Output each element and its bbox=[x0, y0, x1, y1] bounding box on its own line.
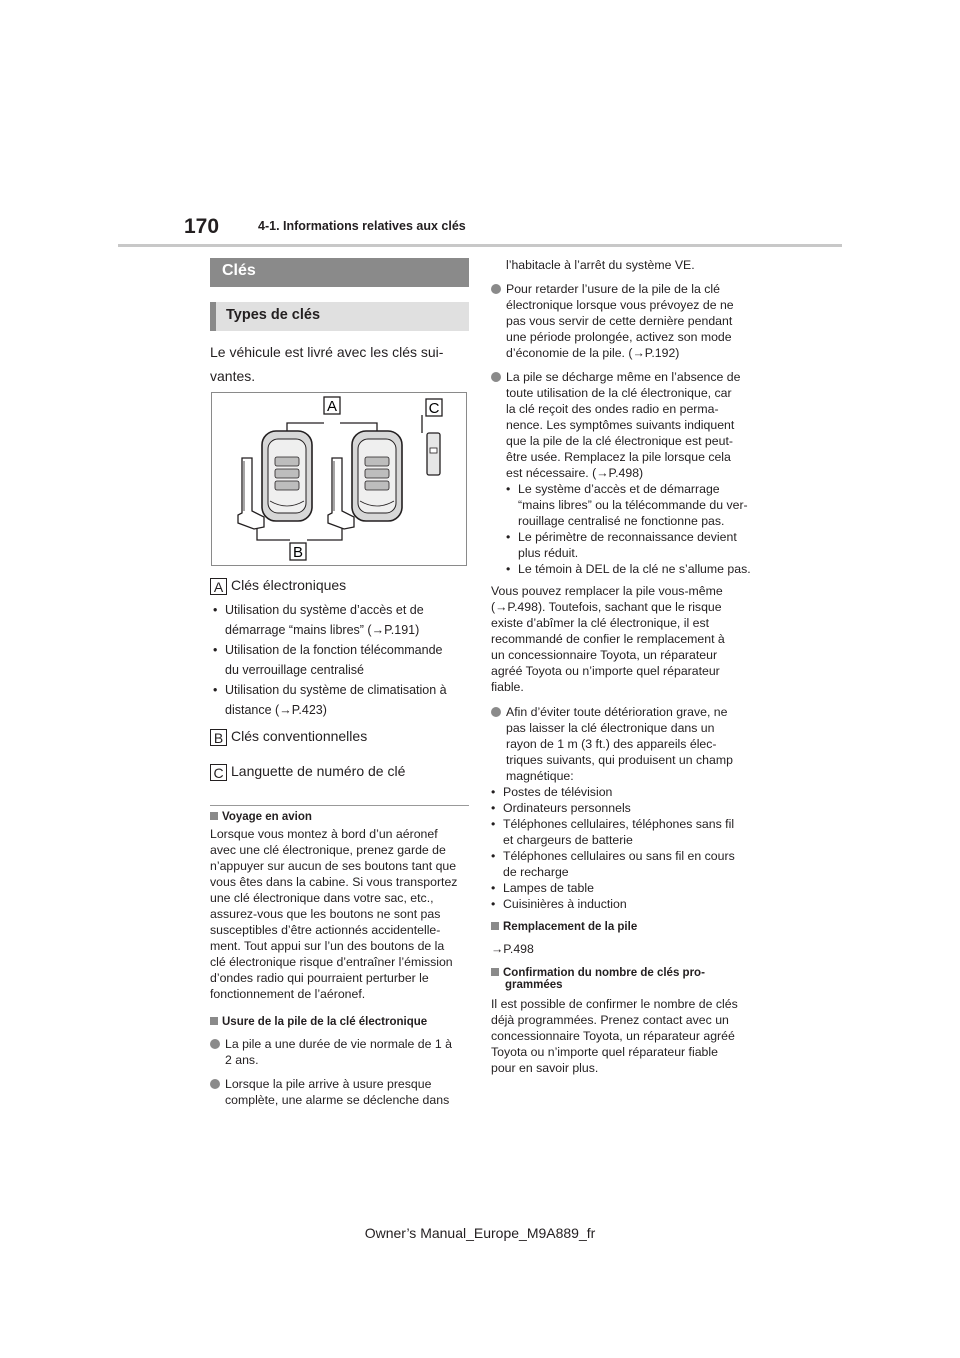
round-bullet-icon bbox=[210, 1079, 220, 1089]
replace-text: Vous pouvez remplacer la pile vous-même (→P.498). Toutefois, sachant que le risque existe d’abîmer la clé électronique, il est recommandé de confier le remplacement à un concessionnaire Toyota, un réparateur agréé Toyota ou n’importe quel réparateur fiable. bbox=[491, 584, 725, 694]
list-item: • Cuisinières à induction bbox=[491, 897, 627, 911]
usure-item-1: La pile a une durée de vie normale de 1 à 2 ans. bbox=[210, 1036, 472, 1068]
legend-text-a: Clés électroniques bbox=[231, 577, 347, 593]
square-bullet-icon bbox=[210, 1017, 218, 1025]
right-column bbox=[491, 257, 756, 1076]
confirmation-text: Il est possible de confirmer le nombre de clés déjà programmées. Prenez contact avec un concessionnaire Toyota, un réparateur agréé Toyota ou n’importe quel réparateur fiable pour en savoir plus. bbox=[491, 997, 738, 1075]
avion-text: Lorsque vous montez à bord d’un aéronef avec une clé électronique, prenez garde de n’appuyer sur aucun de ses boutons tant que vous êtes dans la cabine. Si vous transportez une clé électronique dans votre sac, etc., assurez-vous que les boutons ne sont pas susceptibles d’être actionnés accidentelle- ment. Tout appui sur l’un des boutons de la clé électronique risque d’entraîner l’émission d’ondes radio qui pourraient perturber le fonctionnement de l’aéronef. bbox=[210, 827, 458, 1001]
legend-letter-b: B bbox=[210, 729, 227, 746]
round-bullet-icon bbox=[491, 707, 501, 717]
figure-label-a: A bbox=[326, 398, 338, 415]
legend-item-c bbox=[210, 763, 405, 781]
eviter-devices bbox=[491, 784, 756, 912]
figure-label-b: B bbox=[292, 544, 304, 561]
list-item: • Utilisation du système d’accès et de démarrage “mains libres” (→P.191) bbox=[213, 603, 424, 637]
round-bullet-icon bbox=[491, 284, 501, 294]
retarder-item: Pour retarder l’usure de la pile de la clé électronique lorsque vous prévoyez de ne pas vous servir de cette dernière pendant une période prolongée, activez son mode d’économie de la pile. (→P.192) bbox=[491, 281, 756, 361]
section-divider bbox=[210, 805, 469, 806]
list-item: • Utilisation de la fonction télécommande du verrouillage centralisé bbox=[213, 643, 443, 677]
list-item: • Le périmètre de reconnaissance devient plus réduit. bbox=[506, 530, 737, 560]
legend-item-b bbox=[210, 728, 367, 746]
legend-item-a bbox=[210, 577, 346, 595]
usure-item-2: Lorsque la pile arrive à usure presque complète, une alarme se déclenche dans bbox=[210, 1076, 472, 1108]
confirmation-title: Confirmation du nombre de clés pro- grammées bbox=[491, 967, 756, 991]
decharge-symptoms bbox=[491, 481, 756, 577]
list-item: • Lampes de table bbox=[491, 881, 594, 895]
list-item: • Le témoin à DEL de la clé ne s’allume pas. bbox=[506, 562, 751, 576]
usure-title: Usure de la pile de la clé électronique bbox=[210, 1016, 472, 1028]
legend-letter-a: A bbox=[210, 578, 227, 595]
square-bullet-icon bbox=[491, 922, 499, 930]
remplacement-ref[interactable]: →P.498 bbox=[491, 942, 534, 956]
usure-section bbox=[210, 1016, 472, 1108]
electronic-key-left-drawing bbox=[238, 431, 312, 529]
list-item: • Le système d’accès et de démarrage “mains libres” ou la télécommande du ver- rouillage centralisé ne fonctionne pas. bbox=[506, 482, 748, 528]
electronic-key-right-drawing bbox=[328, 431, 402, 529]
figure-label-c: C bbox=[428, 400, 440, 417]
square-bullet-icon bbox=[491, 968, 499, 976]
list-item: • Téléphones cellulaires ou sans fil en cours de recharge bbox=[491, 849, 735, 879]
header-rule bbox=[118, 244, 842, 247]
legend-letter-c: C bbox=[210, 764, 227, 781]
legend-text-c: Languette de numéro de clé bbox=[231, 763, 406, 779]
round-bullet-icon bbox=[210, 1039, 220, 1049]
keys-illustration bbox=[211, 392, 467, 566]
intro-text: Le véhicule est livré avec les clés sui- vantes. bbox=[210, 344, 444, 384]
page-number: 170 bbox=[184, 215, 220, 238]
list-item: • Utilisation du système de climatisation à distance (→P.423) bbox=[213, 683, 447, 717]
chapter-banner: Clés bbox=[210, 258, 469, 287]
footer-text: Owner’s Manual_Europe_M9A889_fr bbox=[364, 1225, 596, 1241]
square-bullet-icon bbox=[210, 812, 218, 820]
list-item: • Ordinateurs personnels bbox=[491, 801, 631, 815]
decharge-item: La pile se décharge même en l’absence de toute utilisation de la clé électronique, car la clé reçoit des ondes radio en perma- nence. Les symptômes suivants indiquent que la pile de la clé électronique est peut- être usée. Remplacez la pile lorsque cela est nécessaire. (→P.498) bbox=[491, 369, 756, 481]
round-bullet-icon bbox=[491, 372, 501, 382]
keys-drawing bbox=[212, 393, 466, 565]
legend-text-b: Clés conventionnelles bbox=[231, 728, 368, 744]
list-item: • Téléphones cellulaires, téléphones sans fil et chargeurs de batterie bbox=[491, 817, 735, 847]
section-subbanner: Types de clés bbox=[210, 302, 469, 331]
section-heading: 4-1. Informations relatives aux clés bbox=[258, 219, 466, 233]
avion-section bbox=[210, 811, 472, 1002]
list-item: • Postes de télévision bbox=[491, 785, 613, 799]
eviter-item: Afin d’éviter toute détérioration grave, ne pas laisser la clé électronique dans un rayon de 1 m (3 ft.) des appareils élec- triques suivants, qui produisent un champ magnétique: bbox=[491, 704, 756, 784]
legend-a-bullets bbox=[213, 600, 473, 720]
remplacement-title: Remplacement de la pile bbox=[491, 921, 756, 933]
continued-text: l’habitacle à l’arrêt du système VE. bbox=[506, 258, 695, 272]
avion-title: Voyage en avion bbox=[210, 811, 472, 823]
key-number-tag-drawing bbox=[427, 433, 440, 475]
